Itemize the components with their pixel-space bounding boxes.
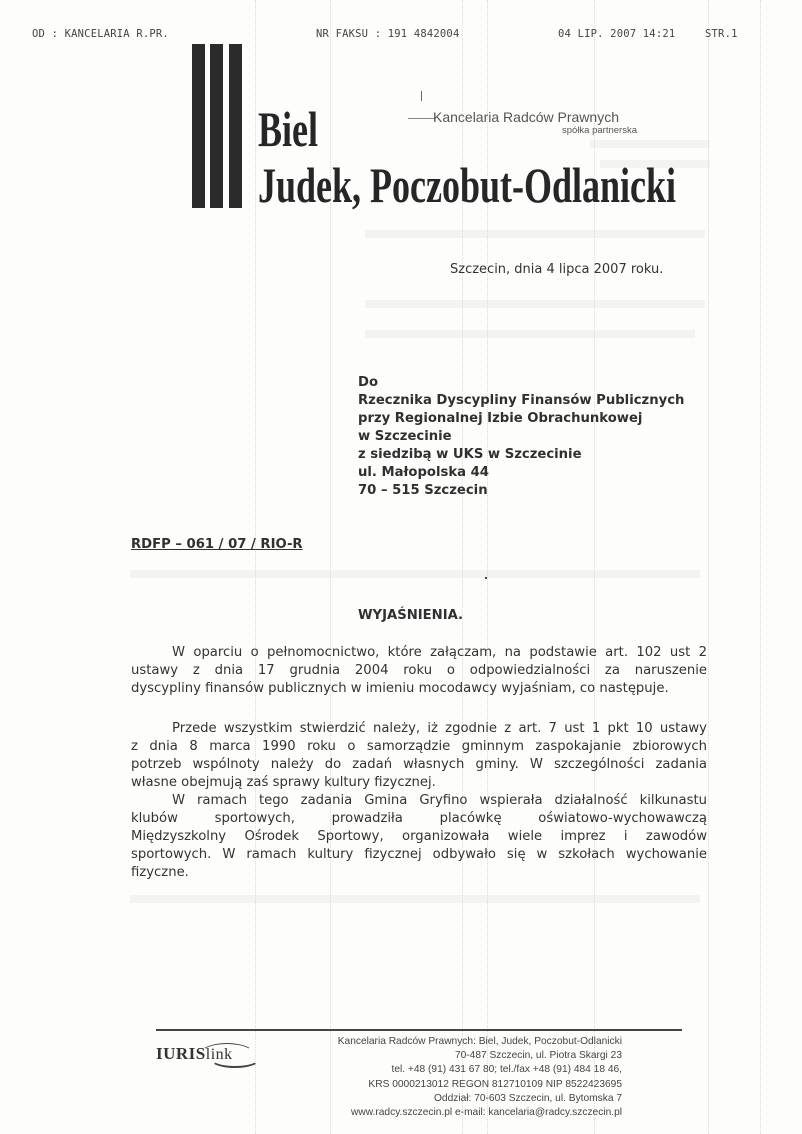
scan-ghost [130,570,700,578]
logo-text-bold: IURIS [156,1044,206,1063]
body-paragraph [131,792,707,882]
scan-mark [485,577,487,579]
firm-type: spółka partnerska [562,125,637,136]
fax-sender: OD : KANCELARIA R.PR. [32,28,169,40]
paragraph-line: fizyczne. [131,865,189,880]
scan-ghost [365,300,705,308]
recipient-line: 70 – 515 Szczecin [358,483,488,498]
footer-line: KRS 0000213012 REGON 812710109 NIP 8522423695 [368,1078,622,1090]
fax-page: STR.1 [705,28,738,40]
footer-contact [338,1035,622,1120]
fax-number: NR FAKSU : 191 4842004 [316,28,460,40]
paragraph-line: własne obejmują zaś sprawy kultury fizycznej. [131,775,436,790]
footer-line: www.radcy.szczecin.pl e-mail: kancelaria@radcy.szczecin.pl [351,1107,622,1119]
scan-mark [408,118,436,119]
recipient-line: przy Regionalnej Izbie Obrachunkowej [358,411,643,426]
paragraph-line: ustawy z dnia 17 grudnia 2004 roku o odpowiedzialności za naruszenie [131,663,707,678]
recipient-line: z siedzibą w UKS w Szczecinie [358,447,582,462]
scan-ghost [365,230,705,238]
paragraph-line: klubów sportowych, prowadziła placówkę oświatowo-wychowawczą [131,811,707,826]
body-paragraph [131,720,707,792]
scan-ghost [365,330,695,338]
paragraph-line: dyscypliny finansów publicznych w imieniu mocodawcy wyjaśniam, co następuje. [131,681,669,696]
logo-bar [192,44,205,208]
scan-ghost [130,895,700,903]
document-title: WYJAŚNIENIA. [358,608,464,623]
scan-streak [760,0,762,1134]
scan-streak [255,0,257,1134]
case-reference: RDFP – 061 / 07 / RIO-R [131,537,303,552]
logo-swoosh-icon [210,1050,260,1068]
footer-line: Kancelaria Radców Prawnych: Biel, Judek, Poczobut-Odlanicki [337,1036,622,1047]
recipient-line: ul. Małopolska 44 [358,465,489,480]
body-paragraph [131,644,707,698]
logo-bar [210,44,223,208]
recipient-line: w Szczecinie [358,429,452,444]
logo-bar [229,44,242,208]
footer-line: 70-487 Szczecin, ul. Piotra Skargi 23 [454,1050,622,1062]
paragraph-line: sportowych. W ramach kultury fizycznej odbywało się w szkołach wychowanie [131,847,707,862]
logo-name-line1: Biel [258,101,318,157]
paragraph-line: Przede wszystkim stwierdzić należy, iż zgodnie z art. 7 ust 1 pkt 10 ustawy [172,721,707,736]
paragraph-line: W oparciu o pełnomocnictwo, które załączam, na podstawie art. 102 ust 2 [172,645,707,660]
scan-streak [708,0,710,1134]
scan-mark [421,91,422,101]
recipient-line: Rzecznika Dyscypliny Finansów Publicznych [358,393,685,408]
place-date: Szczecin, dnia 4 lipca 2007 roku. [450,262,664,277]
paragraph-line: potrzeb wspólnoty należy do zadań własnych gminy. W szczególności zadania [131,757,707,772]
paragraph-line: Międzyszkolny Ośrodek Sportowy, organizowała wiele imprez i zawodów [131,829,707,844]
recipient-line: Do [358,375,379,390]
logo-text-light: link [205,1046,233,1063]
logo-name-line2: Judek, Poczobut-Odlanicki [258,157,677,213]
footer-divider [156,1029,682,1031]
paragraph-line: W ramach tego zadania Gmina Gryfino wspierała działalność kilkunastu [172,793,707,808]
footer-line: Oddział: 70-603 Szczecin, ul. Bytomska 7 [434,1092,622,1104]
scan-ghost [590,140,710,148]
footer-line: tel. +48 (91) 431 67 80; tel./fax +48 (91) 484 18 46, [391,1064,622,1076]
fax-datetime: 04 LIP. 2007 14:21 [558,28,676,40]
firm-name: Kancelaria Radców Prawnych [433,109,619,125]
paragraph-line: z dnia 8 marca 1990 roku o samorządzie gminnym zaspokajanie zbiorowych [131,739,707,754]
